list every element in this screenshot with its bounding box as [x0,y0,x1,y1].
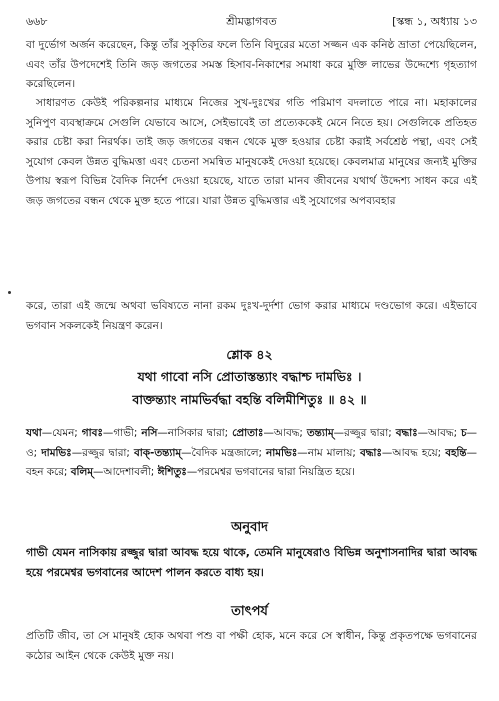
synonym-meaning: —আবদ্ধ; [417,427,462,439]
synonym-meaning: —বৈদিক মন্ত্রজালে; [181,446,267,459]
synonym-term: বদ্ধাঃ [395,427,418,439]
synonym-meaning: —নাসিকার দ্বারা; [157,427,233,439]
synonym-meaning: —রজ্জুর দ্বারা; [333,427,396,439]
purport-heading: তাৎপর্য [231,604,268,619]
paragraph-continuation: বা দুর্ভোগ অর্জন করেছেন, কিন্তু তাঁর সুকৃতির ফলে তিনি বিদুরের মতো সজ্জন এক কনিষ্ঠ ভ্রাতা পেয়েছিলেন, এবং তাঁর উপদেশেই তিনি জড় জগতের সমস্ত হিসাব-নিকাশের সমাধা করে মুক্তি লাভের উদ্দেশ্যে গৃহত্যাগ করেছিলেন। [26,39,477,90]
synonym-meaning: —রজ্জুর দ্বারা; [71,446,134,459]
synonym-term: চ [461,427,467,439]
word-synonyms [26,424,477,483]
synonym-term: দামভিঃ [41,446,72,459]
synonym-term: নসি [141,427,158,439]
margin-dot [8,291,11,294]
synonym-term: তন্ত্যাম্ [306,427,334,439]
canto-chapter: [স্কন্ধ ১, অধ্যায় ১৩ [392,14,477,28]
verse-label: শ্লোক ৪২ [226,347,273,362]
book-title: শ্রীমদ্ভাগবত [226,14,277,28]
synonym-term: গাবঃ [81,427,103,439]
synonym-term: ঈশিতুঃ [157,466,187,478]
page-header [26,14,477,30]
synonym-meaning: —যেমন; [41,427,82,439]
synonym-term: বাক্-তন্ত্যাম্ [133,446,182,459]
synonym-meaning: —ও; [26,427,478,459]
synonym-term: যথা [26,427,42,439]
translation-heading: অনুবাদ [231,520,268,535]
verse-line-1: যথা গাবো নসি প্রোতাস্তন্ত্যাং বদ্ধাশ্চ দামভিঃ । [137,369,362,384]
synonym-meaning: —পরমেশ্বর ভগবানের দ্বারা নিয়ন্ত্রিত হয়ে। [186,466,355,478]
synonym-meaning: —নাম মালায়; [297,446,360,459]
synonym-meaning: —বহন করে; [26,446,477,478]
synonym-term: নামভিঃ [266,446,298,459]
purport-text: প্রতিটি জীব, তা সে মানুষই হোক অথবা পশু বা পক্ষী হোক, মনে করে সে স্বাধীন, কিন্তু প্রকৃতপক্ষে ভগবানের কঠোর আইন থেকে কেউই মুক্ত নয়। [26,630,477,662]
synonym-term: বদ্ধাঃ [359,446,382,459]
verse-line-2: বাক্তন্ত্যাং নামভির্বদ্ধা বহন্তি বলিমীশিতুঃ ॥ ৪২ ॥ [132,392,367,407]
translation-text: গাভী যেমন নাসিকায় রজ্জুর দ্বারা আবদ্ধ হয়ে থাকে, তেমনি মানুষেরাও বিভিন্ন অনুশাসনাদির দ্বারা আবদ্ধ হয়ে পরমেশ্বর ভগবানের আদেশ পালন করতে বাধ্য হয়। [26,546,477,579]
paragraph-main: সাধারণত কেউই পরিকল্পনার মাধ্যমে নিজের সুখ-দুঃখের গতি পরিমাণ বদলাতে পারে না। মহাকালের সুনিপুণ ব্যবস্থাক্রমে সেগুলি যেভাবে আসে, সেইভাবেই তা প্রত্যেককেই মেনে নিতে হয়। সেগুলিকে প্রতিহত করার চেষ্টা করা নিরর্থক। তাই জড় জগতের বন্ধন থেকে মুক্ত হওয়ার চেষ্টা করাই সর্বশ্রেষ্ঠ পন্থা, এবং সেই সুযোগ কেবল উন্নত বুদ্ধিমত্তা এবং চেতনা সমন্বিত মানুষকেই দেওয়া হয়েছে। কেবলমাত্র মানুষের জন্যই মুক্তির উপায় স্বরূপ বিভিন্ন বৈদিক নির্দেশ দেওয়া হয়েছে, যাতে তারা মানব জীবনের যথার্থ উদ্দেশ্য সাধন করে এই জড় জগতের বন্ধন থেকে মুক্ত হতে পারে। যারা উন্নত বুদ্ধিমত্তার এই সুযোগের অপব্যবহার [26,97,477,207]
page-number: ৬৬৮ [26,14,48,28]
synonym-meaning: —গাভী; [102,427,142,439]
synonym-meaning: —আদেশাবলী; [93,466,158,478]
paragraph-closing: করে, তারা এই জন্মে অথবা ভবিষ্যতে নানা রকম দুঃখ-দুর্দশা ভোগ করার মাধ্যমে দণ্ডভোগ করে। এইভাবে ভগবান সকলকেই নিয়ন্ত্রণ করেন। [26,300,477,332]
synonym-meaning: —আবদ্ধ; [263,427,307,439]
synonym-meaning: —আবদ্ধ হয়ে; [381,446,446,459]
synonym-term: প্রোতাঃ [232,427,264,439]
synonym-term: বহন্তি [445,446,467,459]
synonym-term: বলিম্ [70,466,93,478]
